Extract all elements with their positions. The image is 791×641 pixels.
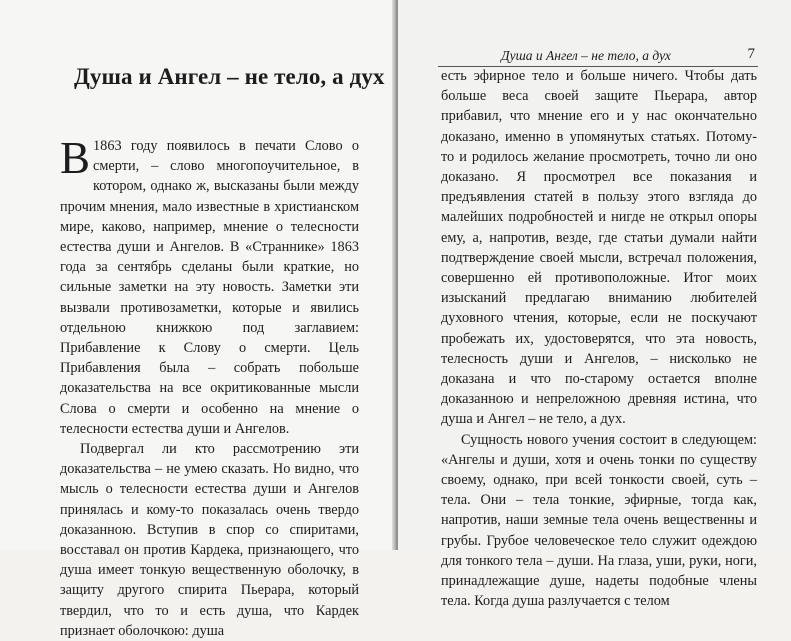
right-page xyxy=(398,0,791,610)
page-number: 7 xyxy=(747,46,755,62)
left-paragraph-2: Подвергал ли кто рассмотрению эти доказательства – не умею сказать. Но видно, что мысль о телесности естества души и Ангелов принялась и кому-то показалась очень твердо доказанною. Вступив в спор со спиритами, восставал он против Кардека, признающего, что душа имеет тонкую вещественную оболочку, в защиту другого спирита Пьерара, который твердил, что то и есть душа, что Кардек признает оболочкою: душа xyxy=(60,441,359,639)
left-paragraph-1 xyxy=(60,133,359,439)
drop-cap: В xyxy=(60,133,91,183)
left-paragraph-1-text: 1863 году появилось в печати Слово о смерти, – слово многопоучительное, в котором, однако ж, высказаны были между прочим мнения, мало известные в христианском мире, каково, например, мнение о телесности естества души и Ангелов. В «Страннике» 1863 года за сентябрь сделаны были краткие, но сильные заметки на эту новость. Заметки эти вызвали противозаметки, которые и явились отдельною книжкою под заглавием: Прибавление к Слову о смерти. Цель Прибавления была – собрать побольше доказательства на все окритикованные мысли Слова о смерти и особенно на мнение о телесности естества души и Ангелов. xyxy=(60,138,359,437)
running-head xyxy=(501,48,771,64)
right-paragraph-2: Сущность нового учения состоит в следующем: «Ангелы и души, хотя и очень тонки по существу своему, однако, при всей тонкости своей, суть – тела. Они – тела тонкие, эфирные, тогда как, напротив, наши земные тела очень вещественны и грубы. Грубое человеческое тело служит одеждою для тонкого тела – души. На глаза, уши, руки, ноги, принадлежащие душе, надеты подобные члены тела. Когда душа разлучается с телом xyxy=(441,431,757,610)
right-paragraph-1: есть эфирное тело и больше ничего. Чтобы дать больше веса своей защите Пьерара, автор прибавил, что мнение его и у нас окончательно доказано, именно в упомянутых статьях. Потому-то и родилось желание просмотреть, точно ли оно доказано. Я просмотрел все показания и предъявления статей в пользу этого взгляда до малейших подробностей и нигде не открыл опоры ему, а, напротив, везде, где статьи думали найти подтверждение своей мысли, встречал положения, совершенно ей противоположные. Итог моих изысканий предлагаю вниманию любителей духовного чтения, которые, если не поскучают пробежать их, удостоверятся, что эта новость, телесность души и Ангелов, – нисколько не доказана и что по-старому остается вполне доказанною и непреложною древняя истина, что душа и Ангел – не тело, а дух. xyxy=(441,68,757,428)
left-page xyxy=(0,0,396,639)
left-page-text xyxy=(60,133,359,641)
running-head-title: Душа и Ангел – не тело, а дух xyxy=(501,48,671,63)
chapter-title: Душа и Ангел – не тело, а дух xyxy=(74,64,385,89)
right-page-text xyxy=(441,66,757,611)
